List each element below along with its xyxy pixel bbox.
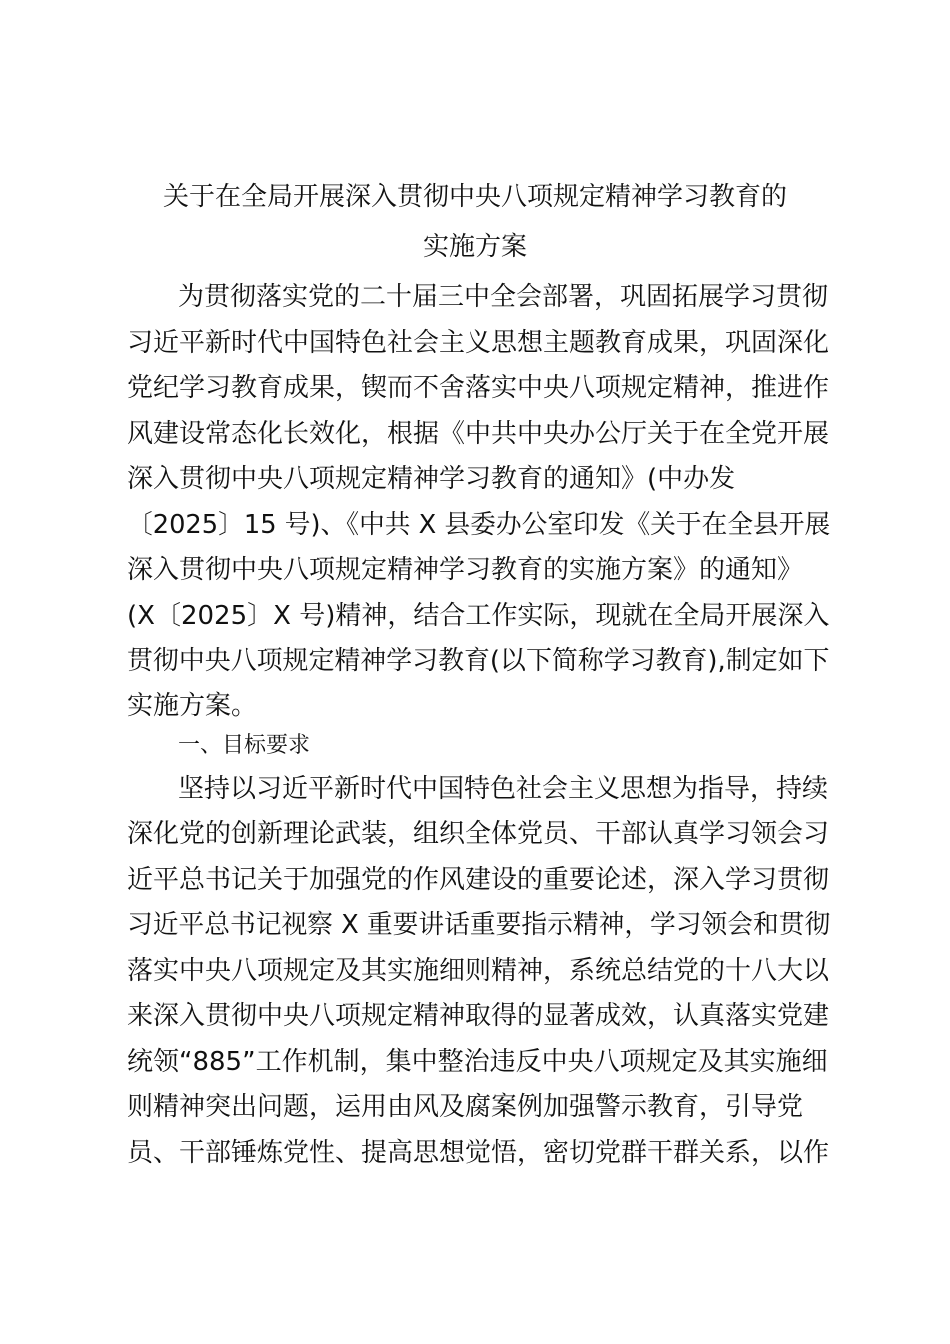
paragraph-line: 党纪学习教育成果，锲而不舍落实中央八项规定精神，推进作 xyxy=(127,373,830,403)
paragraph-line: (X〔2025〕X 号)精神，结合工作实际，现就在全局开展深入 xyxy=(127,601,830,631)
document-title-line-1: 关于在全局开展深入贯彻中央八项规定精神学习教育的 xyxy=(162,182,787,212)
paragraph-line: 落实中央八项规定及其实施细则精神，系统总结党的十八大以 xyxy=(127,956,830,986)
paragraph-line: 近平总书记关于加强党的作风建设的重要论述，深入学习贯彻 xyxy=(127,865,830,895)
paragraph-line: 习近平总书记视察 X 重要讲话重要指示精神，学习领会和贯彻 xyxy=(127,910,831,940)
section-heading-goals: 一、目标要求 xyxy=(178,733,311,758)
paragraph-line: 为贯彻落实党的二十届三中全会部署，巩固拓展学习贯彻 xyxy=(178,282,829,312)
paragraph-line: 贯彻中央八项规定精神学习教育(以下简称学习教育),制定如下 xyxy=(127,646,830,676)
paragraph-line: 风建设常态化长效化，根据《中共中央办公厅关于在全党开展 xyxy=(127,419,830,449)
document-title-line-2: 实施方案 xyxy=(422,232,527,262)
paragraph-line: 来深入贯彻中央八项规定精神取得的显著成效，认真落实党建 xyxy=(127,1001,830,1031)
paragraph-line: 深化党的创新理论武装，组织全体党员、干部认真学习领会习 xyxy=(127,819,830,849)
paragraph-line: 员、干部锤炼党性、提高思想觉悟，密切党群干群关系，以作 xyxy=(127,1138,830,1168)
paragraph-line: 〔2025〕15 号)、《中共 X 县委办公室印发《关于在全县开展 xyxy=(127,510,831,540)
paragraph-line: 深入贯彻中央八项规定精神学习教育的通知》(中办发 xyxy=(127,464,736,494)
paragraph-line: 统领“885”工作机制，集中整治违反中央八项规定及其实施细 xyxy=(127,1047,828,1077)
paragraph-line: 深入贯彻中央八项规定精神学习教育的实施方案》的通知》 xyxy=(127,555,804,585)
paragraph-line: 坚持以习近平新时代中国特色社会主义思想为指导，持续 xyxy=(178,774,829,804)
paragraph-line: 习近平新时代中国特色社会主义思想主题教育成果，巩固深化 xyxy=(127,328,830,358)
paragraph-line: 实施方案。 xyxy=(127,691,258,721)
paragraph-line: 则精神突出问题，运用由风及腐案例加强警示教育，引导党 xyxy=(127,1092,804,1122)
